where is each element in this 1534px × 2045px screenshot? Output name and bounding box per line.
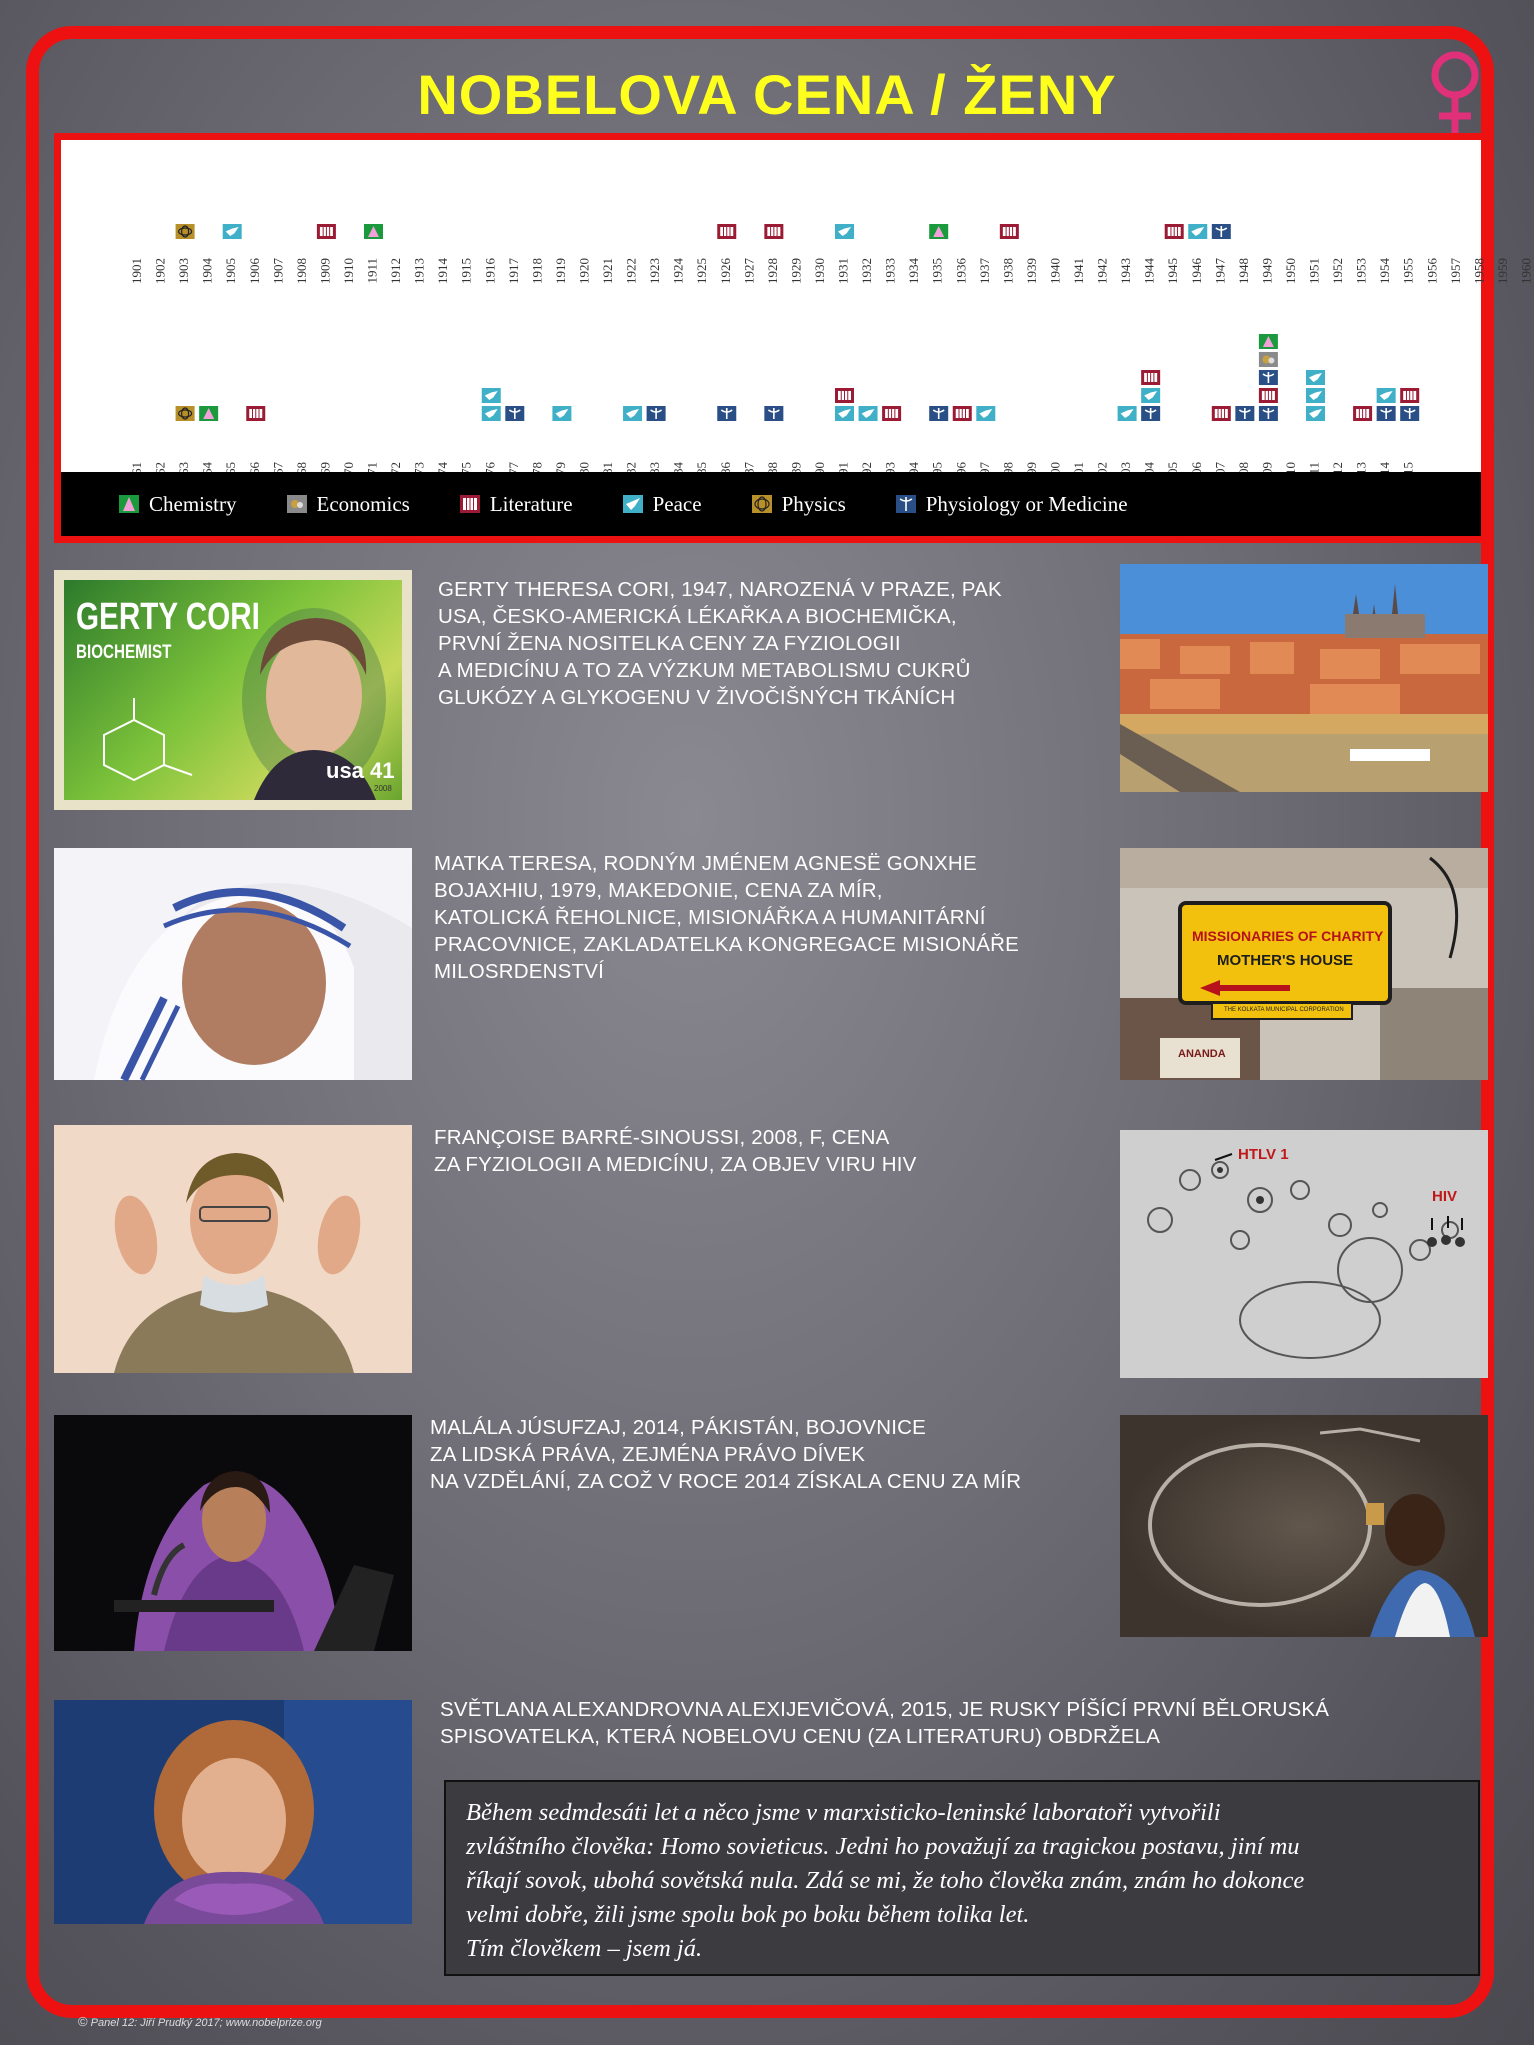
peace-award-icon [482, 388, 501, 403]
year-tick-label: 1957 [1447, 258, 1463, 284]
year-tick-label: 1935 [929, 258, 945, 284]
year-tick-label: 1959 [1494, 258, 1510, 284]
year-tick-label: 1943 [1118, 258, 1134, 284]
year-tick-label: 1922 [623, 258, 639, 284]
chemistry-award-icon [364, 224, 383, 239]
medicine-award-icon [505, 406, 524, 421]
year-tick-label: 1932 [859, 258, 875, 284]
sign-line2: MOTHER'S HOUSE [1216, 952, 1354, 969]
year-tick-label: 1911 [364, 258, 380, 284]
copyright-icon: © [78, 2014, 88, 2029]
peace-award-icon [1377, 388, 1396, 403]
missionaries-sign-photo [1120, 848, 1488, 1080]
quote-line: Tím člověkem – jsem já. [466, 1935, 703, 1962]
year-tick-label: 1918 [529, 258, 545, 284]
literature-award-icon [1165, 224, 1184, 239]
peace-icon [623, 495, 643, 513]
year-tick-label: 1951 [1306, 258, 1322, 284]
timeline-legend [61, 472, 1481, 536]
entry-line: PRVNÍ ŽENA NOSITELKA CENY ZA FYZIOLOGII [438, 632, 901, 655]
entry-alexievich-text [440, 1696, 1329, 1750]
medicine-award-icon [1141, 406, 1160, 421]
stamp-country: usa [326, 758, 364, 783]
peace-award-icon [1306, 370, 1325, 385]
year-tick-label: 1921 [600, 258, 615, 284]
year-tick-label: 1914 [435, 258, 451, 284]
peace-award-icon [859, 406, 878, 421]
year-tick-label: 1954 [1377, 258, 1393, 284]
literature-award-icon [1353, 406, 1372, 421]
year-tick-label: 1929 [788, 258, 804, 284]
hiv-micrograph [1120, 1130, 1488, 1378]
economics-award-icon [1259, 352, 1278, 367]
economics-icon [287, 495, 307, 513]
year-tick-label: 1905 [223, 258, 239, 284]
legend-item-literature [460, 492, 573, 517]
literature-award-icon [882, 406, 901, 421]
peace-award-icon [552, 406, 571, 421]
legend-item-physics [752, 492, 846, 517]
medicine-award-icon [1377, 406, 1396, 421]
year-tick-label: 1930 [811, 258, 827, 284]
legend-label: Peace [652, 491, 702, 516]
medicine-award-icon [1259, 370, 1278, 385]
legend-item-medicine [896, 492, 1128, 517]
literature-award-icon [717, 224, 736, 239]
stamp-value: 41 [370, 758, 395, 783]
alexievich-photo [54, 1700, 412, 1924]
chemistry-icon [119, 495, 139, 513]
entry-teresa-text [434, 850, 1019, 985]
malala-photo [54, 1415, 412, 1651]
medicine-award-icon [1235, 406, 1254, 421]
literature-award-icon [1000, 224, 1019, 239]
year-tick-label: 1908 [293, 258, 309, 284]
literature-award-icon [1400, 388, 1419, 403]
year-tick-label: 1960 [1518, 258, 1534, 284]
footer-text: Panel 12: Jiří Prudký 2017; www.nobelprize.org [90, 2017, 322, 2029]
year-tick-label: 1923 [647, 258, 663, 284]
quote-line: Během sedmdesáti let a něco jsme v marxisticko-leninské laboratoři vytvořili [466, 1799, 1221, 1826]
year-tick-label: 1915 [458, 258, 474, 284]
physics-icon [752, 495, 772, 513]
page-title: NOBELOVA CENA / ŽENY [417, 63, 1117, 126]
medicine-award-icon [929, 406, 948, 421]
sign-shop: ANANDA [1178, 1048, 1226, 1060]
gerty-cori-stamp [54, 570, 412, 810]
entry-line: ZA FYZIOLOGII A MEDICÍNU, ZA OBJEV VIRU HIV [434, 1153, 917, 1176]
year-tick-label: 1907 [270, 258, 286, 284]
peace-award-icon [976, 406, 995, 421]
venus-symbol-icon [1422, 48, 1488, 138]
legend-item-peace [623, 492, 702, 517]
year-tick-label: 1941 [1071, 258, 1086, 284]
legend-label: Physics [781, 491, 846, 516]
entry-line: BOJAXHIU, 1979, MAKEDONIE, CENA ZA MÍR, [434, 879, 883, 902]
entry-line: A MEDICÍNU A TO ZA VÝZKUM METABOLISMU CUKRŮ [438, 659, 971, 682]
entry-line: KATOLICKÁ ŘEHOLNICE, MISIONÁŘKA A HUMANITÁRNÍ [434, 906, 986, 929]
sign-sub: THE KOLKATA MUNICIPAL CORPORATION [1224, 1007, 1344, 1013]
year-tick-label: 1955 [1400, 258, 1416, 284]
entry-cori-text [438, 576, 1002, 711]
year-tick-label: 1901 [129, 258, 144, 284]
entry-line: FRANÇOISE BARRÉ-SINOUSSI, 2008, F, CENA [434, 1126, 890, 1149]
year-tick-label: 1920 [576, 258, 592, 284]
year-tick-label: 1910 [340, 258, 356, 284]
legend-item-economics [287, 492, 410, 517]
year-tick-label: 1946 [1188, 258, 1204, 284]
chemistry-award-icon [1259, 334, 1278, 349]
peace-award-icon [1188, 224, 1207, 239]
medicine-award-icon [1400, 406, 1419, 421]
literature-award-icon [953, 406, 972, 421]
entry-line: SVĚTLANA ALEXANDROVNA ALEXIJEVIČOVÁ, 2015, JE RUSKY PÍŠÍCÍ PRVNÍ BĚLORUSKÁ [440, 1698, 1330, 1721]
medicine-award-icon [1259, 406, 1278, 421]
chemistry-award-icon [929, 224, 948, 239]
entry-line: GLUKÓZY A GLYKOGENU V ŽIVOČIŠNÝCH TKÁNÍCH [438, 686, 956, 709]
year-tick-label: 1949 [1259, 258, 1275, 284]
year-tick-label: 1927 [741, 258, 757, 284]
micro-label-htlv: HTLV 1 [1238, 1146, 1289, 1163]
medicine-award-icon [647, 406, 666, 421]
peace-award-icon [1306, 388, 1325, 403]
year-tick-label: 1938 [1000, 258, 1016, 284]
year-tick-label: 1953 [1353, 258, 1369, 284]
entry-line: NA VZDĚLÁNÍ, ZA COŽ V ROCE 2014 ZÍSKALA CENU ZA MÍR [430, 1470, 1022, 1493]
stamp-name: GERTY CORI [76, 596, 260, 638]
quote-line: říkají sovok, ubohá sovětská nula. Zdá se mi, že toho člověka znám, znám ho dokonce [466, 1867, 1305, 1894]
footer-credit [78, 2014, 322, 2029]
medicine-icon [896, 495, 916, 513]
entry-line: MILOSRDENSTVÍ [434, 960, 605, 983]
entry-malala-text [430, 1414, 1021, 1495]
year-tick-label: 1937 [976, 258, 992, 284]
year-tick-label: 1906 [246, 258, 262, 284]
micro-label-hiv: HIV [1432, 1188, 1458, 1205]
year-tick-label: 1956 [1424, 258, 1440, 284]
peace-award-icon [223, 224, 242, 239]
year-tick-label: 1934 [906, 258, 922, 284]
peace-award-icon [835, 224, 854, 239]
year-tick-label: 1945 [1165, 258, 1181, 284]
year-tick-label: 1913 [411, 258, 427, 284]
legend-label: Literature [489, 491, 573, 516]
literature-award-icon [246, 406, 265, 421]
year-tick-label: 1925 [694, 258, 710, 284]
peace-award-icon [835, 406, 854, 421]
year-tick-label: 1909 [317, 258, 333, 284]
physics-award-icon [176, 224, 195, 239]
year-tick-label: 1958 [1471, 258, 1487, 284]
nobel-timeline [54, 133, 1534, 543]
legend-label: Economics [316, 491, 410, 516]
literature-award-icon [1259, 388, 1278, 403]
year-tick-label: 1916 [482, 258, 498, 284]
sign-line1: MISSIONARIES OF CHARITY [1192, 928, 1384, 944]
literature-award-icon [835, 388, 854, 403]
literature-award-icon [764, 224, 783, 239]
year-tick-label: 1917 [505, 258, 521, 284]
year-tick-label: 1947 [1212, 258, 1228, 284]
entry-line: USA, ČESKO-AMERICKÁ LÉKAŘKA A BIOCHEMIČKA, [438, 605, 957, 628]
classroom-photo [1120, 1415, 1488, 1637]
year-tick-label: 1944 [1141, 258, 1157, 284]
peace-award-icon [1306, 406, 1325, 421]
year-tick-label: 1936 [953, 258, 969, 284]
entry-line: ZA LIDSKÁ PRÁVA, ZEJMÉNA PRÁVO DÍVEK [430, 1443, 866, 1466]
legend-label: Chemistry [149, 491, 237, 516]
year-tick-label: 1912 [388, 258, 404, 284]
year-tick-label: 1919 [552, 258, 568, 284]
year-tick-label: 1926 [717, 258, 733, 284]
peace-award-icon [482, 406, 501, 421]
literature-icon [460, 495, 480, 513]
entry-line: PRACOVNICE, ZAKLADATELKA KONGREGACE MISIONÁŘE [434, 933, 1020, 956]
year-tick-label: 1902 [152, 258, 168, 284]
year-tick-label: 1939 [1023, 258, 1039, 284]
year-tick-label: 1931 [835, 258, 851, 284]
year-tick-label: 1942 [1094, 258, 1110, 284]
stamp-role: BIOCHEMIST [76, 642, 172, 663]
entry-line: SPISOVATELKA, KTERÁ NOBELOVU CENU (ZA LITERATURU) OBDRŽELA [440, 1725, 1161, 1748]
chemistry-award-icon [199, 406, 218, 421]
barre-sinoussi-photo [54, 1125, 412, 1373]
medicine-award-icon [764, 406, 783, 421]
entry-barre-sinoussi-text [434, 1124, 916, 1178]
literature-award-icon [1141, 370, 1160, 385]
alexievich-quote [444, 1780, 1480, 1976]
year-tick-label: 1940 [1047, 258, 1063, 284]
peace-award-icon [1118, 406, 1137, 421]
physics-award-icon [176, 406, 195, 421]
entry-line: MATKA TERESA, RODNÝM JMÉNEM AGNESË GONXHE [434, 852, 977, 875]
quote-line: velmi dobře, žili jsme spolu bok po boku během tolika let. [466, 1901, 1030, 1928]
year-tick-label: 1924 [670, 258, 686, 284]
year-tick-label: 1948 [1235, 258, 1251, 284]
year-tick-label: 1952 [1330, 258, 1346, 284]
literature-award-icon [317, 224, 336, 239]
timeline-chart [61, 140, 1534, 472]
year-tick-label: 1933 [882, 258, 898, 284]
legend-label: Physiology or Medicine [925, 491, 1128, 516]
year-tick-label: 1928 [764, 258, 780, 284]
stamp-year: 2008 [374, 784, 392, 793]
entry-line: GERTY THERESA CORI, 1947, NAROZENÁ V PRAZE, PAK [438, 578, 1002, 601]
entry-line: MALÁLA JÚSUFZAJ, 2014, PÁKISTÁN, BOJOVNICE [430, 1416, 926, 1439]
literature-award-icon [1212, 406, 1231, 421]
prague-photo [1120, 564, 1488, 792]
peace-award-icon [623, 406, 642, 421]
quote-line: zvláštního člověka: Homo sovieticus. Jedni ho považují za tragickou postavu, jiní mu [466, 1833, 1300, 1860]
year-tick-label: 1903 [176, 258, 192, 284]
year-tick-label: 1950 [1282, 258, 1298, 284]
year-tick-label: 1904 [199, 258, 215, 284]
mother-teresa-photo [54, 848, 412, 1080]
peace-award-icon [1141, 388, 1160, 403]
medicine-award-icon [717, 406, 736, 421]
legend-item-chemistry [119, 492, 237, 517]
medicine-award-icon [1212, 224, 1231, 239]
